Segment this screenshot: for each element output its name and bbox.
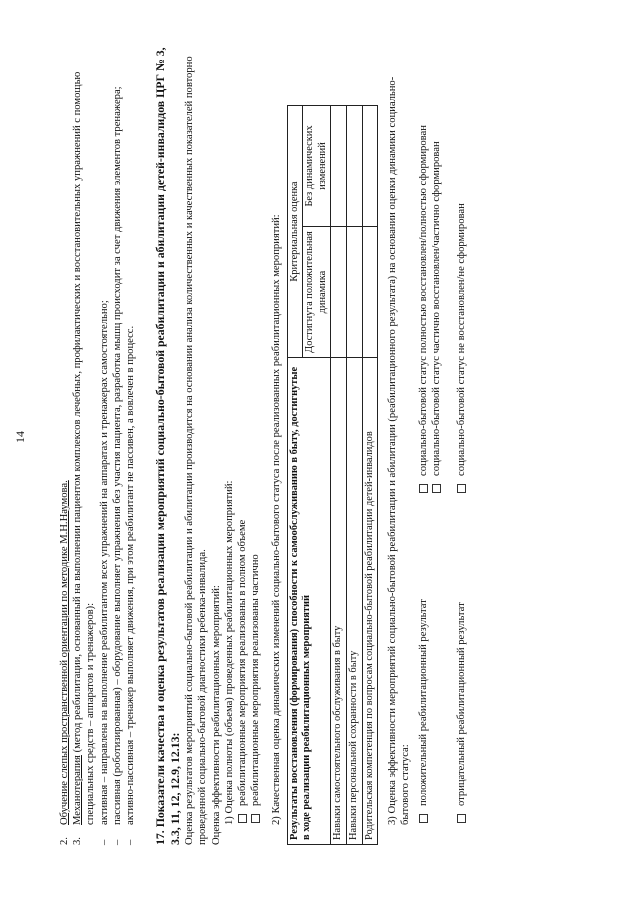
checkbox-icon[interactable] — [419, 484, 428, 493]
negative-label: отрицательный реабилитационный результат — [456, 602, 468, 806]
item3-label: 3) Оценка эффективности мероприятий социально-бытовой реабилитации и абилитации (реабилитационного результата) на основании оценки динамики социально-бытового статуса: — [387, 76, 412, 825]
item2-label: 2) Качественная оценка динамических изменений социально-бытового статуса после реализованных реабилитационных мероприятий: — [271, 214, 283, 825]
checkbox-icon[interactable] — [419, 814, 428, 823]
checkbox-icon[interactable] — [457, 484, 466, 493]
option-text: социально-бытовой статус не восстановлен/не сформирован — [456, 203, 468, 476]
table-row — [347, 106, 363, 845]
list-item — [58, 45, 71, 845]
checkbox-icon[interactable] — [238, 814, 247, 823]
option-row[interactable] — [417, 73, 430, 493]
document-body — [58, 45, 468, 845]
table-subheader-none: Без динамических изменений — [303, 106, 331, 227]
result-options-positive — [417, 45, 443, 845]
list-number: 2. — [59, 837, 70, 845]
dash-item: – пассивная (роботизированная) – оборудование выполняет упражнения без участия пациента, разработка мышц происходит за счет движения элементов тренажера; — [111, 86, 123, 845]
table-cell-empty[interactable] — [347, 226, 363, 357]
negative-result[interactable] — [455, 493, 468, 845]
result-options-negative — [455, 45, 468, 845]
option-text: реабилитационные мероприятия реализованы частично — [250, 554, 262, 806]
list-text: Обучение слепых пространственной ориентации по методике М.Н.Наумова. — [59, 480, 70, 825]
section-17-heading: 17. Показатели качества и оценка результатов реализации мероприятий социально-бытовой реабилитации и абилитации детей-инвалидов ЦРГ № 3, 3.3, 11, 12, 12.9, 12.13: — [153, 47, 183, 845]
checkbox-icon[interactable] — [251, 814, 260, 823]
option-row[interactable] — [236, 45, 249, 845]
table-cell-empty[interactable] — [331, 226, 347, 357]
page-number: 14 — [13, 431, 27, 443]
checkbox-icon[interactable] — [432, 484, 441, 493]
negative-suboptions — [455, 73, 468, 493]
option-text: социально-бытовой статус частично восстановлен/частично сформирован — [430, 141, 442, 476]
positive-label: положительный реабилитационный результат — [417, 599, 429, 806]
item1-label: 1) Оценка полноты (объема) проведенных реабилитационных мероприятий: — [223, 480, 235, 825]
dash-text: активно-пассивная – тренажер выполняет движения, при этом реабилитант не пассивен, а вовлечен в процесс. — [125, 325, 137, 825]
term-mechanotherapy: Механотерапия — [72, 755, 84, 825]
positive-result[interactable] — [417, 493, 443, 845]
option-text: социально-бытовой статус полностью восстановлен/полностью сформирован — [417, 125, 429, 476]
table-row — [331, 106, 347, 845]
table-cell-empty[interactable] — [362, 226, 378, 357]
option-text: реабилитационные мероприятия реализованы в полном объеме — [237, 519, 249, 806]
list-text — [71, 45, 97, 825]
list-item — [71, 45, 97, 845]
list-number: 3. — [72, 837, 84, 845]
table-cell-empty[interactable] — [331, 106, 347, 227]
table-subheader-positive: Достигнута положительная динамика — [303, 226, 331, 357]
table-cell-empty[interactable] — [362, 106, 378, 227]
table-cell: Родительская компетенция по вопросам социально-бытовой реабилитации детей-инвалидов — [362, 358, 378, 845]
table-cell: Навыки самостоятельного обслуживания в быту — [331, 358, 347, 845]
option-row[interactable] — [249, 45, 262, 845]
dash-item: – активная – направлена на выполнение реабилитантом всех упражнений на аппаратах и тренажерах самостоятельно; — [98, 300, 110, 845]
table-header-results: Результаты восстановления (формирования) способности к самообслуживанию в быту, достигнутые в ходе реализации реабилитационных мероприятий — [287, 358, 331, 845]
dash-text: активная – направлена на выполнение реабилитантом всех упражнений на аппаратах и тренажерах самостоятельно; — [98, 300, 110, 825]
efficiency-label: Оценка эффективности реабилитационных мероприятий: — [210, 585, 222, 845]
option-row[interactable] — [455, 73, 468, 493]
table-cell-empty[interactable] — [347, 106, 363, 227]
table-cell: Навыки персональной сохранности в быту — [347, 358, 363, 845]
dash-text: пассивная (роботизированная) – оборудование выполняет упражнения без участия пациента, разработка мышц происходит за счет движения элементов тренажера; — [111, 86, 123, 825]
dash-item: – активно-пассивная – тренажер выполняет движения, при этом реабилитант не пассивен, а вовлечен в процесс. — [125, 325, 137, 845]
results-table — [287, 105, 379, 845]
term-definition: (метод реабилитации, основанный на выполнении пациентом комплексов лечебных, профилактических и восстановительных упражнений с помощью специальных средств – аппаратов и тренажеров): — [72, 71, 97, 825]
positive-suboptions — [417, 73, 443, 493]
table-header-criteria: Критериальная оценка — [287, 106, 303, 358]
checkbox-icon[interactable] — [457, 814, 466, 823]
option-row[interactable] — [430, 73, 443, 493]
section-intro: Оценка результатов мероприятий социально-бытовой реабилитации и абилитации производится на основании анализа количественных и качественных показателей повторно проведенной социально-бытовой диагностики ребенка-инвалида. — [184, 56, 209, 845]
table-row — [362, 106, 378, 845]
